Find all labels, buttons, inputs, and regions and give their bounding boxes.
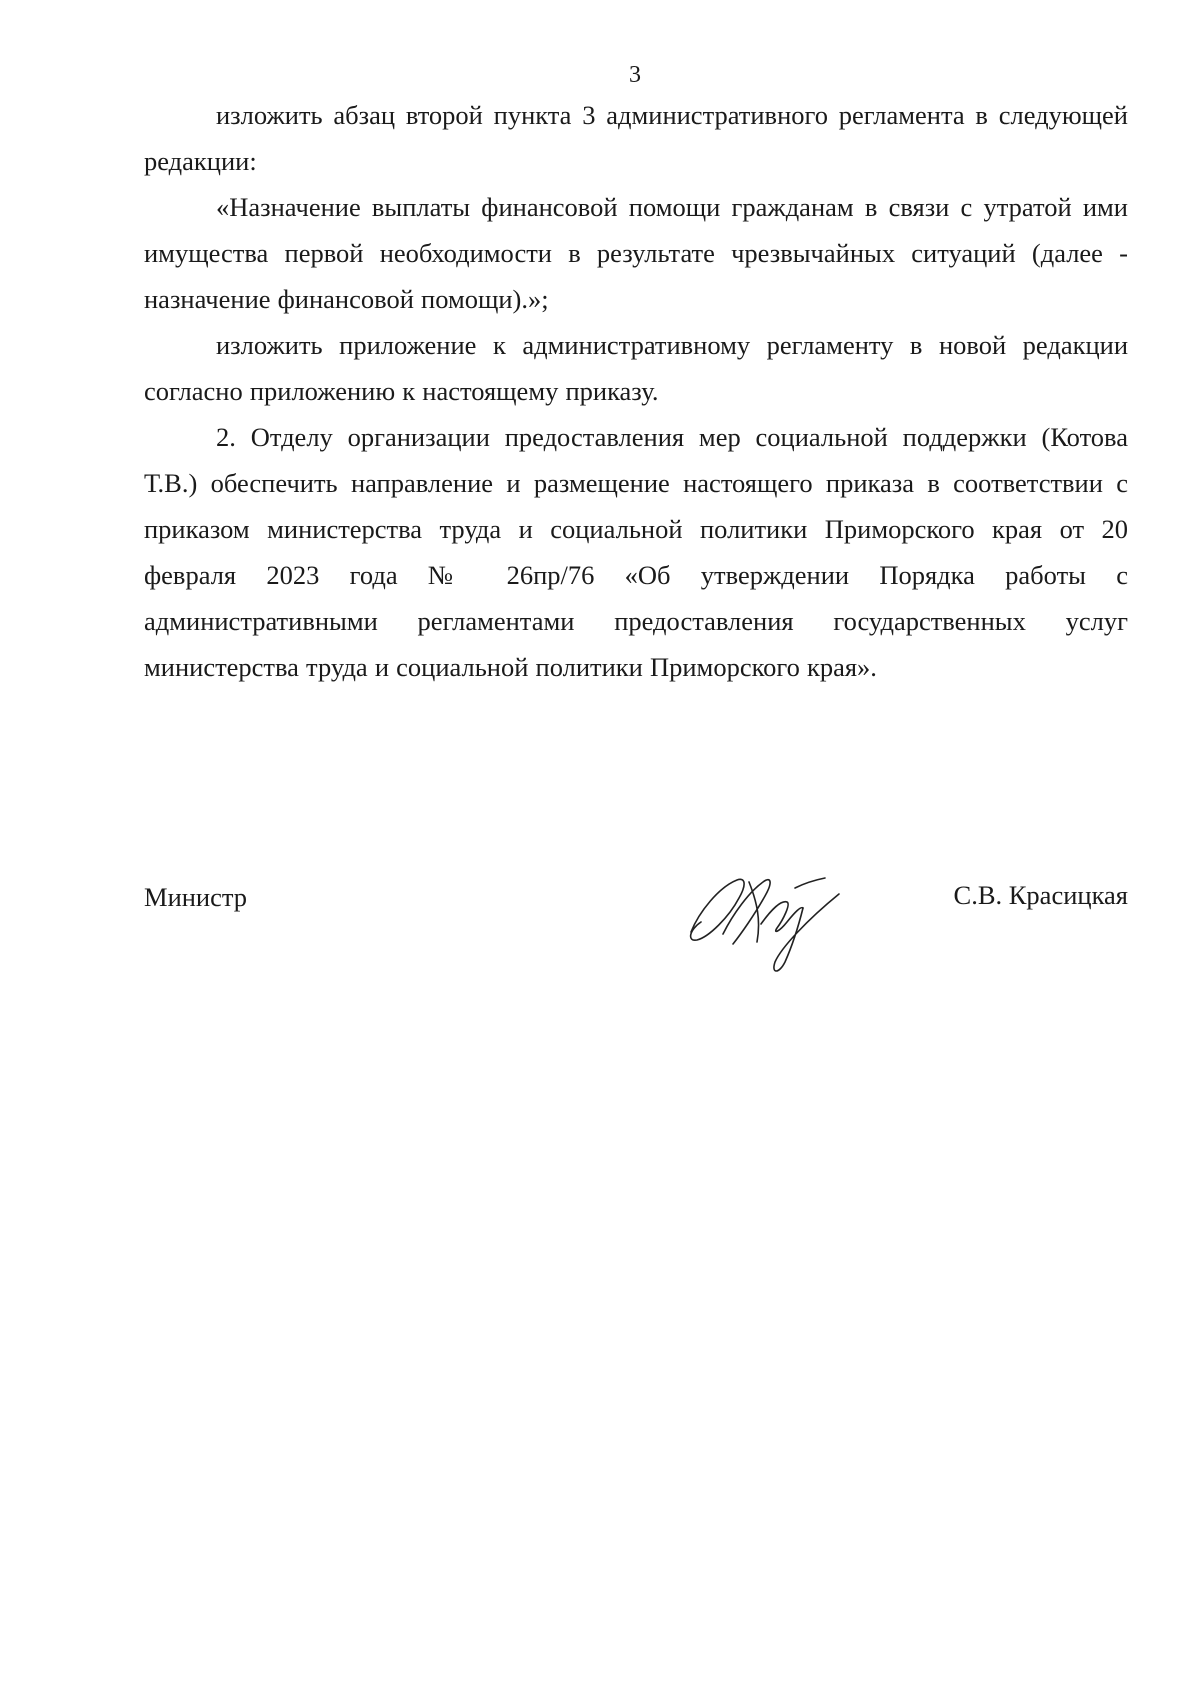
- paragraph-3: изложить приложение к административному регламенту в новой редакции согласно приложению к настоящему приказу.: [144, 330, 1128, 406]
- handwritten-signature: [679, 862, 849, 982]
- document-body: [144, 92, 1128, 690]
- signatory-title: Министр: [144, 882, 248, 912]
- paragraph-2: «Назначение выплаты финансовой помощи гражданам в связи с утратой ими имущества первой необходимости в результате чрезвычайных ситуаций (далее - назначение финансовой помощи).»;: [144, 192, 1128, 314]
- signatory-name: С.В. Красицкая: [953, 880, 1128, 910]
- signature-block: [144, 868, 1128, 1018]
- paragraph-1: изложить абзац второй пункта 3 административного регламента в следующей редакции:: [144, 100, 1128, 176]
- paragraph-4: 2. Отделу организации предоставления мер социальной поддержки (Котова Т.В.) обеспечить направление и размещение настоящего приказа в соответствии с приказом министерства труда и социальной политики Приморского края от 20 февраля 2023 года № 26пр/76 «Об утверждении Порядка работы с административными регламентами предоставления государственных услуг министерства труда и социальной политики Приморского края».: [144, 422, 1128, 682]
- page-number: 3: [629, 62, 641, 88]
